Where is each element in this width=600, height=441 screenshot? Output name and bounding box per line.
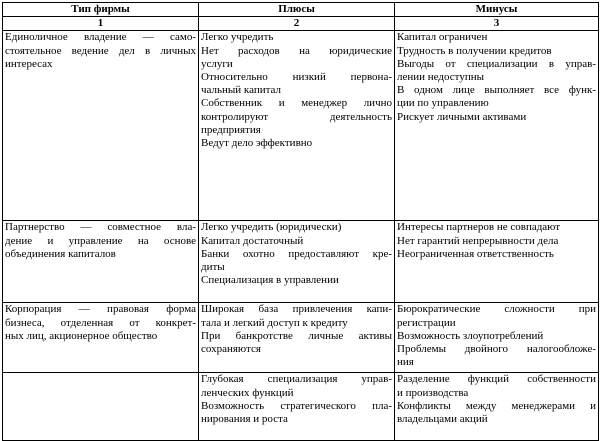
minus-item-line: Возможность злоупотреблений	[397, 329, 544, 342]
plus-item	[201, 137, 392, 150]
firm-type-line: бизнеса, отделенная от конкрет-	[5, 316, 196, 329]
minus-item	[397, 111, 596, 124]
minus-item	[397, 248, 596, 261]
plus-cell	[199, 31, 395, 221]
plus-item	[201, 71, 392, 97]
plus-item	[201, 330, 392, 356]
plus-item	[201, 248, 392, 274]
plus-item-line: чальный капитал	[201, 84, 282, 97]
minus-item-line: Разделение функций собственности	[397, 373, 596, 386]
minus-item	[397, 221, 596, 234]
plus-item-line: ленческих функций	[201, 386, 294, 399]
plus-item-line: нирования и роста	[201, 413, 288, 426]
plus-item-line: Широкая база привлечения капи-	[201, 303, 392, 316]
minus-cell	[395, 31, 599, 221]
plus-item-line: Легко учредить	[201, 31, 274, 44]
firm-type-line: интересах	[5, 57, 53, 70]
minus-item-line: ции по управлению	[397, 97, 489, 110]
firm-type-line: стоятельное ведение дел в личных	[5, 44, 196, 57]
plus-item-line: Собственник и менеджер лично	[201, 97, 392, 110]
minus-item	[397, 235, 596, 248]
plus-item-line: диты	[201, 261, 225, 274]
plus-item-line: контролируют деятельность	[201, 110, 392, 123]
plus-item	[201, 400, 392, 426]
minus-item-line: Конфликты между менеджерами и	[397, 399, 596, 412]
firm-types-table	[2, 2, 599, 441]
firm-type-cell	[3, 221, 199, 303]
minus-item-line: Интересы партнеров не совпадают	[397, 221, 561, 234]
firm-type-line: Партнерство — совместное вла-	[5, 221, 196, 234]
plus-item	[201, 274, 392, 287]
plus-item-line: Глубокая специализация управ-	[201, 373, 392, 386]
minus-item	[397, 45, 596, 58]
plus-cell	[199, 303, 395, 373]
plus-item-line: Возможность стратегического пла-	[201, 399, 392, 412]
plus-item	[201, 31, 392, 44]
minus-item	[397, 58, 596, 84]
header-row	[3, 3, 599, 17]
firm-type-cell	[3, 373, 199, 441]
plus-item-line: Специализация в управлении	[201, 274, 339, 287]
minus-item-line: лении недоступны	[397, 71, 484, 84]
firm-type-line: ных лиц, акционерное общество	[5, 329, 158, 342]
minus-item-line: Неограниченная ответственность	[397, 247, 554, 260]
plus-item	[201, 235, 392, 248]
plus-item-line: предприятия	[201, 123, 261, 136]
plus-item-line: Капитал достаточный	[201, 234, 304, 247]
plus-item	[201, 221, 392, 234]
plus-item	[201, 373, 392, 399]
minus-item-line: Выгоды от специализации в управ-	[397, 57, 596, 70]
minus-item-line: и производства	[397, 386, 469, 399]
minus-item	[397, 303, 596, 329]
table-row	[3, 373, 599, 441]
firm-type-line: дение и управление на основе	[5, 234, 196, 247]
column-number-row	[3, 17, 599, 31]
header-minuses: Минусы	[395, 3, 599, 17]
minus-item-line: регистрации	[397, 316, 456, 329]
minus-item-line: Бюрократические сложности при	[397, 303, 596, 316]
minus-item	[397, 400, 596, 426]
firm-type-cell	[3, 31, 199, 221]
plus-item-line: сохраняются	[201, 343, 261, 356]
minus-item-line: Проблемы двойного налогообложе-	[397, 343, 596, 356]
minus-item	[397, 373, 596, 399]
plus-item-line: Легко учредить (юридически)	[201, 221, 342, 234]
plus-item	[201, 45, 392, 71]
firm-type-line: объединения капиталов	[5, 247, 116, 260]
firm-type-cell	[3, 303, 199, 373]
table-row	[3, 31, 599, 221]
plus-item-line: Относительно низкий первона-	[201, 71, 392, 84]
plus-item-line: Банки охотно предоставляют кре-	[201, 247, 392, 260]
plus-cell	[199, 221, 395, 303]
plus-item-line: Ведут дело эффективно	[201, 137, 313, 150]
table-row	[3, 221, 599, 303]
minus-item-line: ния	[397, 356, 414, 369]
minus-cell	[395, 303, 599, 373]
minus-item-line: Нет гарантий непрерывности дела	[397, 234, 559, 247]
header-pluses: Плюсы	[199, 3, 395, 17]
minus-item-line: владельцами акций	[397, 413, 488, 426]
minus-item	[397, 330, 596, 343]
table-body	[3, 31, 599, 441]
plus-item	[201, 303, 392, 329]
plus-item-line: услуги	[201, 57, 233, 70]
plus-item	[201, 97, 392, 137]
minus-cell	[395, 221, 599, 303]
minus-cell	[395, 373, 599, 441]
minus-item-line: В одном лице выполняет все функ-	[397, 84, 596, 97]
plus-item-line: тала и легкий доступ к кредиту	[201, 316, 348, 329]
column-number: 2	[199, 17, 395, 31]
column-number: 1	[3, 17, 199, 31]
minus-item	[397, 343, 596, 369]
plus-item-line: Нет расходов на юридические	[201, 44, 392, 57]
firm-type-line: Единоличное владение — само-	[5, 31, 196, 44]
minus-item-line: Трудность в получении кредитов	[397, 44, 552, 57]
minus-item	[397, 31, 596, 44]
firm-type-line: Корпорация — правовая форма	[5, 303, 196, 316]
header-firm-type: Тип фирмы	[3, 3, 199, 17]
minus-item	[397, 84, 596, 110]
column-number: 3	[395, 17, 599, 31]
plus-cell	[199, 373, 395, 441]
minus-item-line: Капитал ограничен	[397, 31, 488, 44]
plus-item-line: При банкротстве личные активы	[201, 329, 392, 342]
table-row	[3, 303, 599, 373]
minus-item-line: Рискует личными активами	[397, 110, 527, 123]
